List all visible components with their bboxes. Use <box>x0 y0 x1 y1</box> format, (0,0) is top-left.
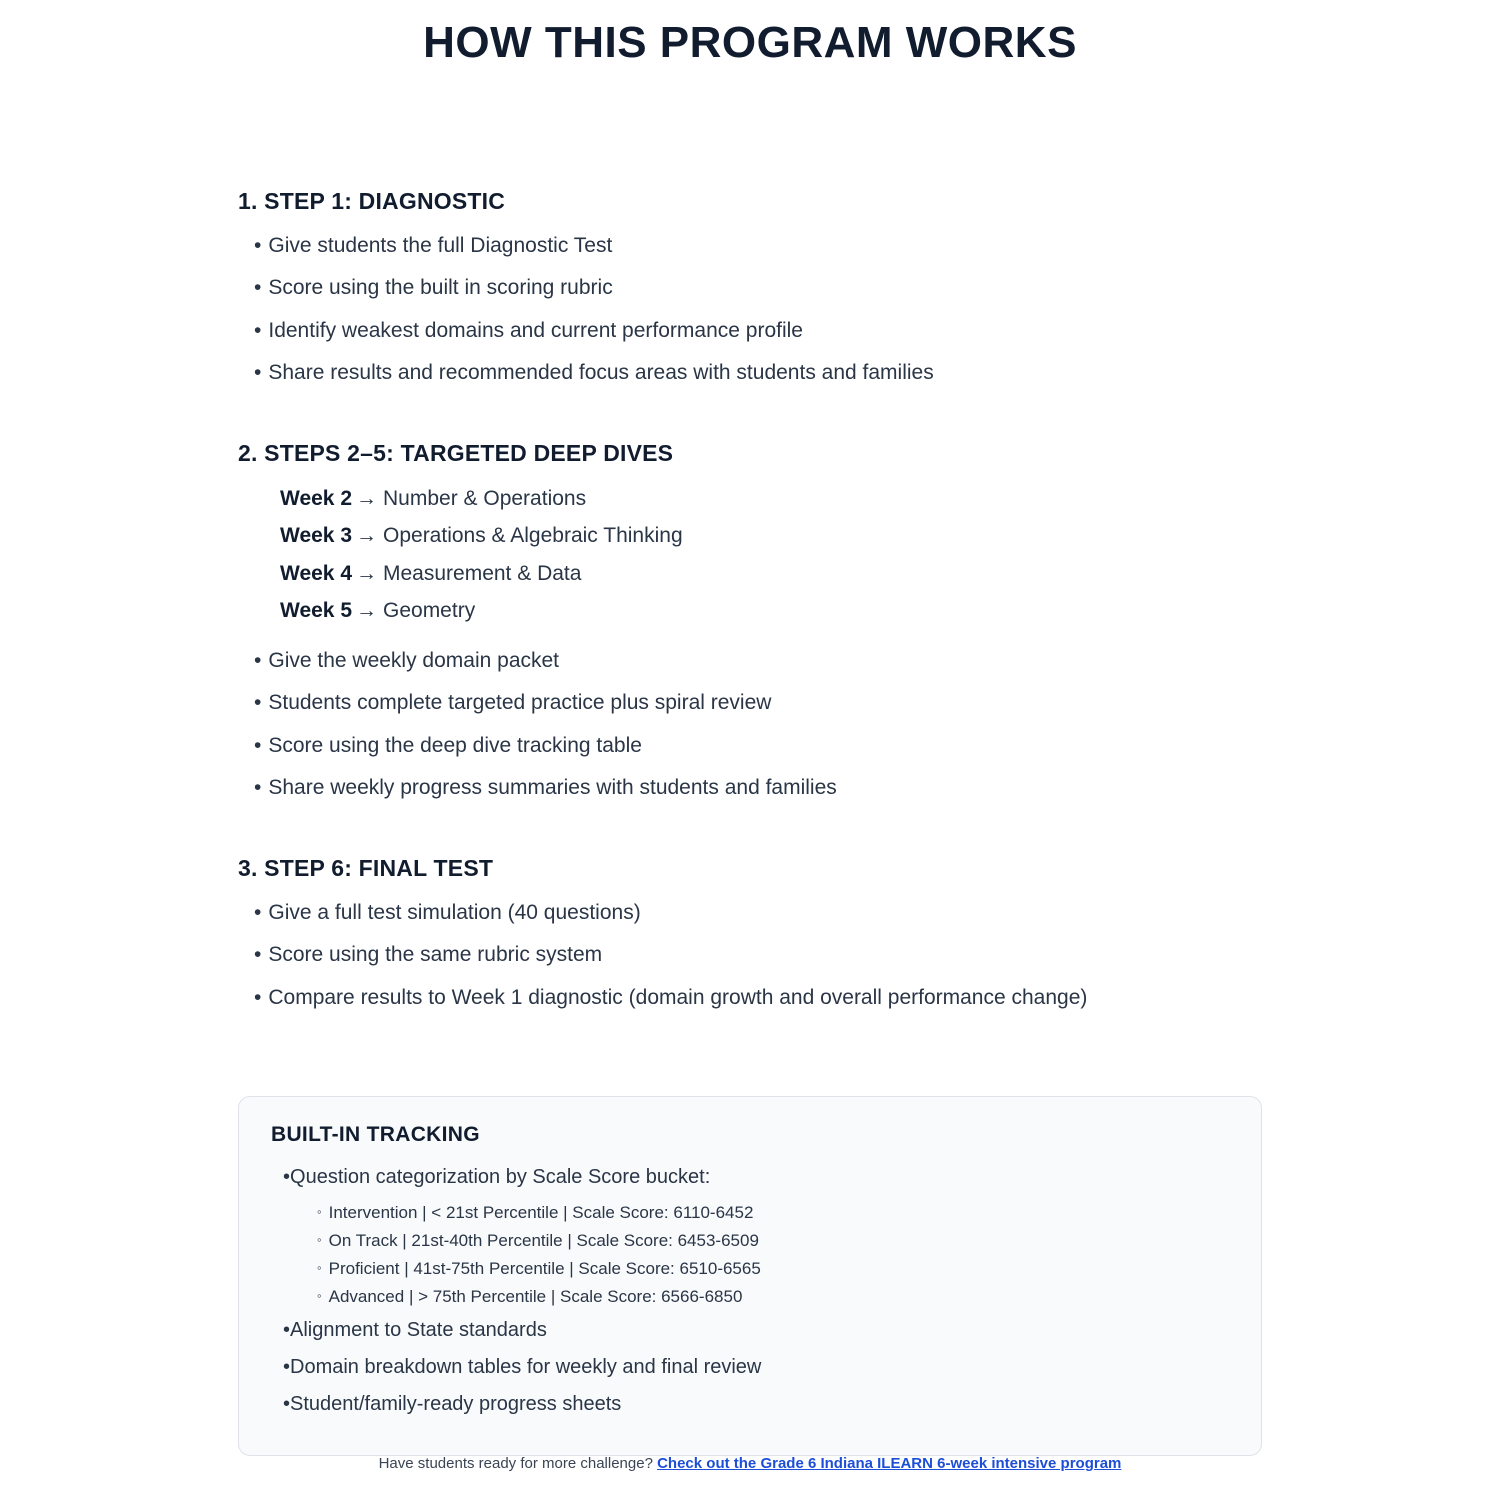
bullet-dot-icon: • <box>254 775 262 799</box>
section-steps-2-5 <box>238 440 1300 801</box>
section-heading: 3. STEP 6: FINAL TEST <box>238 855 494 882</box>
list-item <box>238 900 1300 926</box>
bullet-dot-icon: • <box>254 943 262 967</box>
list-item-text: On Track | 21st-40th Percentile | Scale Score: 6453-6509 <box>328 1231 759 1251</box>
week-topic: Measurement & Data <box>383 561 582 585</box>
list-item-text: Score using the same rubric system <box>268 943 603 967</box>
list-item <box>238 275 1300 301</box>
week-label: Week 4 <box>280 561 352 585</box>
bullet-dot-icon: • <box>254 733 262 757</box>
week-topic: Number & Operations <box>383 487 587 510</box>
bullet-dot-icon: • <box>283 1356 291 1379</box>
week-row <box>238 485 1300 512</box>
list-item <box>238 648 1300 674</box>
bullet-dot-icon: • <box>254 691 262 715</box>
list-item <box>271 1318 1231 1343</box>
list-item <box>238 775 1300 801</box>
sub-bullet-dot-icon: ◦ <box>317 1288 322 1304</box>
list-item-text: Score using the built in scoring rubric <box>268 276 613 300</box>
footer <box>0 1455 1500 1472</box>
footer-text: Have students ready for more challenge? <box>378 1455 653 1472</box>
list-item-text: Score using the deep dive tracking table <box>268 733 642 757</box>
list-item <box>271 1286 1231 1308</box>
sub-bullet-dot-icon: ◦ <box>317 1232 322 1248</box>
footer-link[interactable]: Check out the Grade 6 Indiana ILEARN 6-week intensive program <box>657 1455 1122 1472</box>
list-item-text: Share results and recommended focus areas with students and families <box>268 360 934 384</box>
arrow-icon: → <box>356 598 377 622</box>
week-label: Week 5 <box>280 598 352 622</box>
list-item-text: Give students the full Diagnostic Test <box>268 234 613 257</box>
bullet-dot-icon: • <box>254 276 262 300</box>
list-item <box>238 690 1300 716</box>
list-item-text: Question categorization by Scale Score bucket: <box>290 1166 711 1188</box>
page-title: HOW THIS PROGRAM WORKS <box>423 18 1077 67</box>
list-item-text: Students complete targeted practice plus spiral review <box>268 691 772 715</box>
list-item-text: Proficient | 41st-75th Percentile | Scale Score: 6510-6565 <box>328 1259 761 1279</box>
arrow-icon: → <box>356 487 377 510</box>
list-item-text: Alignment to State standards <box>290 1319 547 1342</box>
built-in-tracking-card <box>238 1096 1262 1456</box>
list-item <box>238 233 1300 259</box>
list-item-text: Student/family-ready progress sheets <box>290 1393 622 1416</box>
bullet-dot-icon: • <box>283 1166 291 1188</box>
sub-bullet-dot-icon: ◦ <box>317 1204 322 1219</box>
sub-bullet-dot-icon: ◦ <box>317 1260 322 1276</box>
list-item-text: Give the weekly domain packet <box>268 649 560 673</box>
section-heading: 1. STEP 1: DIAGNOSTIC <box>238 188 506 214</box>
arrow-icon: → <box>356 524 377 548</box>
bullet-dot-icon: • <box>254 360 262 384</box>
list-item <box>271 1258 1231 1280</box>
list-item <box>271 1202 1231 1224</box>
week-label: Week 2 <box>280 487 352 510</box>
bullet-dot-icon: • <box>283 1393 291 1416</box>
bullet-dot-icon: • <box>283 1319 291 1342</box>
list-item-text: Give a full test simulation (40 questions) <box>268 901 641 925</box>
bullet-dot-icon: • <box>254 649 262 673</box>
list-item <box>271 1165 1231 1190</box>
list-item <box>271 1230 1231 1252</box>
week-schedule <box>238 485 1300 624</box>
list-item <box>238 733 1300 759</box>
arrow-icon: → <box>356 561 377 585</box>
main-content <box>0 188 1500 1011</box>
section-step-6 <box>238 855 1300 1011</box>
bullet-dot-icon: • <box>254 901 262 925</box>
week-topic: Operations & Algebraic Thinking <box>383 524 683 548</box>
list-item <box>238 318 1300 344</box>
section-heading: 2. STEPS 2–5: TARGETED DEEP DIVES <box>238 440 674 466</box>
list-item-text: Domain breakdown tables for weekly and final review <box>290 1356 762 1379</box>
week-row <box>238 560 1300 587</box>
bullet-dot-icon: • <box>254 985 262 1009</box>
week-row <box>238 597 1300 624</box>
week-topic: Geometry <box>383 598 476 622</box>
list-item <box>271 1355 1231 1380</box>
section-step-1 <box>238 188 1300 386</box>
list-item-text: Compare results to Week 1 diagnostic (domain growth and overall performance change) <box>268 985 1088 1009</box>
bullet-dot-icon: • <box>254 318 262 342</box>
score-bucket-list <box>271 1202 1231 1308</box>
list-item <box>238 360 1300 386</box>
tracking-title: BUILT-IN TRACKING <box>271 1123 480 1146</box>
list-item-text: Share weekly progress summaries with students and families <box>268 775 837 799</box>
list-item-text: Intervention | < 21st Percentile | Scale Score: 6110-6452 <box>328 1203 754 1222</box>
list-item-text: Advanced | > 75th Percentile | Scale Score: 6566-6850 <box>328 1287 743 1307</box>
spacer <box>238 841 1300 855</box>
bullet-dot-icon: • <box>254 234 262 257</box>
list-item <box>271 1392 1231 1417</box>
week-label: Week 3 <box>280 524 352 548</box>
spacer <box>238 426 1300 440</box>
list-item <box>238 985 1300 1011</box>
list-item-text: Identify weakest domains and current performance profile <box>268 318 803 342</box>
list-item <box>238 942 1300 968</box>
week-row <box>238 522 1300 549</box>
